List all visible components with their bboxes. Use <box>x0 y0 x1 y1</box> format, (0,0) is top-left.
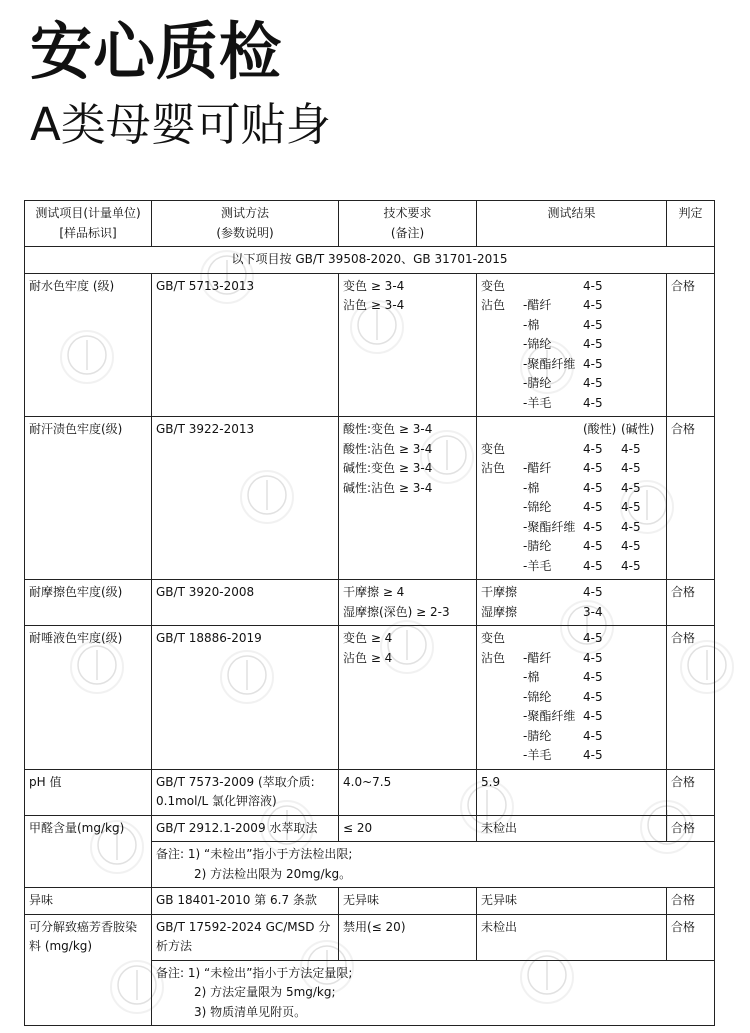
result-line <box>481 557 662 577</box>
note-line: 备注: 1) “未检出”指小于方法检出限; <box>156 847 353 861</box>
table-row <box>25 888 715 915</box>
requirement-cell: 禁用(≤ 20) <box>339 914 477 960</box>
test-method-cell: GB/T 5713-2013 <box>152 273 339 417</box>
test-item-cell: 耐摩擦色牢度(级) <box>25 580 152 626</box>
result-line <box>481 335 662 355</box>
result-value: 3-4 <box>583 604 603 619</box>
result-value: 4-5 <box>583 278 603 293</box>
table-row <box>25 626 715 770</box>
result-value: -腈纶 <box>523 539 552 553</box>
result-line <box>481 583 662 603</box>
result-value: 4-5 <box>583 337 603 351</box>
result-value: -腈纶 <box>523 728 552 743</box>
result-line <box>481 649 662 669</box>
requirement-cell <box>339 273 477 417</box>
result-line <box>481 440 662 460</box>
requirement-line: 沾色 ≥ 3-4 <box>343 298 405 312</box>
note-cell <box>152 960 715 1026</box>
test-method-cell: GB 18401-2010 第 6.7 条款 <box>152 888 339 915</box>
result-line <box>481 707 662 727</box>
result-value: -醋纤 <box>523 298 552 312</box>
verdict-cell: 合格 <box>667 417 715 580</box>
result-line <box>481 668 662 688</box>
method-line: 0.1mol/L 氯化钾溶液) <box>156 794 277 808</box>
table-header-row <box>25 201 715 247</box>
result-value: 4-5 <box>621 480 641 495</box>
verdict-cell: 合格 <box>667 914 715 960</box>
test-item-cell: 甲醛含量(mg/kg) <box>25 815 152 888</box>
result-line <box>481 316 662 336</box>
header-cell: 判定 <box>667 201 715 247</box>
result-value: 变色 <box>481 441 506 456</box>
requirement-line: 沾色 ≥ 4 <box>343 650 393 665</box>
result-line <box>481 688 662 708</box>
result-value: 4-5 <box>583 650 603 665</box>
result-value: 沾色 <box>481 298 506 312</box>
result-value: 4-5 <box>583 689 603 704</box>
requirement-line: 湿摩擦(深色) ≥ 2-3 <box>343 604 450 619</box>
test-item-cell: 异味 <box>25 888 152 915</box>
requirement-cell: ≤ 20 <box>339 815 477 842</box>
test-report-table <box>24 200 715 1026</box>
result-line <box>481 537 662 557</box>
verdict-cell: 合格 <box>667 273 715 417</box>
result-value: -羊毛 <box>523 395 552 410</box>
standard-text: 以下项目按 GB/T 39508-2020、GB 31701-2015 <box>25 247 715 274</box>
result-value: -锦纶 <box>523 337 552 351</box>
result-cell: 未检出 <box>477 914 667 960</box>
result-cell: 5.9 <box>477 769 667 815</box>
method-line: GB/T 17592-2024 GC/MSD 分 <box>156 919 331 934</box>
requirement-line: 变色 ≥ 4 <box>343 631 393 645</box>
verdict-cell: 合格 <box>667 815 715 842</box>
result-value: 4-5 <box>621 558 641 573</box>
item-line: 料 (mg/kg) <box>29 939 93 953</box>
result-line <box>481 374 662 394</box>
note-line: 2) 方法检出限为 20mg/kg。 <box>194 866 352 881</box>
result-cell: 无异味 <box>477 888 667 915</box>
test-method-cell: GB/T 3920-2008 <box>152 580 339 626</box>
result-value: 干摩擦 <box>481 585 518 599</box>
result-value: 4-5 <box>583 500 603 514</box>
result-value: 变色 <box>481 278 506 293</box>
result-value: 4-5 <box>583 395 603 410</box>
requirement-line: 变色 ≥ 3-4 <box>343 278 405 293</box>
requirement-cell <box>339 626 477 770</box>
result-value: 4-5 <box>621 500 641 514</box>
result-value: 4-5 <box>583 480 603 495</box>
result-value: -锦纶 <box>523 689 552 704</box>
result-value: 4-5 <box>583 441 603 456</box>
requirement-cell <box>339 417 477 580</box>
table-row <box>25 580 715 626</box>
standard-row <box>25 247 715 274</box>
result-line <box>481 355 662 375</box>
result-value: 4-5 <box>583 558 603 573</box>
header-cell: 测试方法 (参数说明) <box>152 201 339 247</box>
result-value: (酸性) <box>583 422 617 436</box>
result-line <box>481 629 662 649</box>
requirement-line: 干摩擦 ≥ 4 <box>343 585 405 599</box>
result-value: 4-5 <box>583 461 603 475</box>
method-line: 析方法 <box>156 939 193 953</box>
requirement-cell: 无异味 <box>339 888 477 915</box>
result-value: 4-5 <box>583 376 603 390</box>
test-method-cell: GB/T 3922-2013 <box>152 417 339 580</box>
table-row <box>25 769 715 815</box>
table-row <box>25 273 715 417</box>
result-value: 4-5 <box>583 709 603 723</box>
result-cell <box>477 580 667 626</box>
page-subtitle: A类母婴可贴身 <box>30 98 331 151</box>
result-value: -聚酯纤维 <box>523 519 576 534</box>
requirement-line: 碱性:沾色 ≥ 3-4 <box>343 480 433 495</box>
verdict-cell: 合格 <box>667 769 715 815</box>
result-value: -聚酯纤维 <box>523 356 576 371</box>
result-value: -醋纤 <box>523 461 552 475</box>
result-value: -棉 <box>523 670 540 684</box>
result-value: (碱性) <box>621 422 655 436</box>
result-value: 湿摩擦 <box>481 604 518 619</box>
result-value: 4-5 <box>583 670 603 684</box>
result-value: 4-5 <box>621 519 641 534</box>
result-value: -羊毛 <box>523 748 552 762</box>
result-value: 4-5 <box>583 748 603 762</box>
result-cell: 未检出 <box>477 815 667 842</box>
result-line <box>481 498 662 518</box>
result-value: -锦纶 <box>523 500 552 514</box>
note-line: 2) 方法定量限为 5mg/kg; <box>194 985 336 999</box>
result-value: 4-5 <box>583 585 603 599</box>
result-value: 4-5 <box>583 631 603 645</box>
note-cell <box>152 842 715 888</box>
result-cell <box>477 626 667 770</box>
result-value: -棉 <box>523 480 540 495</box>
verdict-cell: 合格 <box>667 580 715 626</box>
result-value: 4-5 <box>583 539 603 553</box>
test-method-cell: GB/T 2912.1-2009 水萃取法 <box>152 815 339 842</box>
result-line <box>481 394 662 414</box>
result-value: 4-5 <box>583 298 603 312</box>
result-line <box>481 459 662 479</box>
result-value: 4-5 <box>621 539 641 553</box>
result-value: 4-5 <box>583 519 603 534</box>
result-line <box>481 296 662 316</box>
result-value: 4-5 <box>621 441 641 456</box>
item-line: 可分解致癌芳香胺染 <box>29 919 138 934</box>
result-value: 变色 <box>481 631 506 645</box>
header-cell: 测试项目(计量单位) [样品标识] <box>25 201 152 247</box>
test-item-cell: 耐唾液色牢度(级) <box>25 626 152 770</box>
result-value: -醋纤 <box>523 650 552 665</box>
result-line <box>481 479 662 499</box>
verdict-cell: 合格 <box>667 888 715 915</box>
result-line <box>481 277 662 297</box>
requirement-line: 酸性:变色 ≥ 3-4 <box>343 422 433 436</box>
result-line <box>481 603 662 623</box>
requirement-cell: 4.0~7.5 <box>339 769 477 815</box>
test-item-cell: 耐水色牢度 (级) <box>25 273 152 417</box>
test-item-cell: 耐汗渍色牢度(级) <box>25 417 152 580</box>
result-value: 4-5 <box>583 356 603 371</box>
result-value: -棉 <box>523 317 540 332</box>
requirement-cell <box>339 580 477 626</box>
table-row <box>25 914 715 960</box>
note-line: 3) 物质清单见附页。 <box>194 1004 307 1019</box>
result-cell <box>477 417 667 580</box>
result-value: 4-5 <box>583 728 603 743</box>
table-row <box>25 815 715 842</box>
test-method-cell <box>152 769 339 815</box>
table-row <box>25 417 715 580</box>
note-line: 备注: 1) “未检出”指小于方法定量限; <box>156 965 353 980</box>
test-method-cell <box>152 914 339 960</box>
result-value: -羊毛 <box>523 558 552 573</box>
result-value: 4-5 <box>583 317 603 332</box>
result-value: 4-5 <box>621 461 641 475</box>
test-item-cell: pH 值 <box>25 769 152 815</box>
result-line <box>481 727 662 747</box>
result-cell <box>477 273 667 417</box>
requirement-line: 酸性:沾色 ≥ 3-4 <box>343 441 433 456</box>
result-line <box>481 420 662 440</box>
result-line <box>481 746 662 766</box>
test-item-cell <box>25 914 152 1026</box>
requirement-line: 碱性:变色 ≥ 3-4 <box>343 461 433 475</box>
result-value: -腈纶 <box>523 376 552 390</box>
page-title: 安心质检 <box>30 15 283 88</box>
test-method-cell: GB/T 18886-2019 <box>152 626 339 770</box>
result-value: -聚酯纤维 <box>523 709 576 723</box>
header-cell: 技术要求 (备注) <box>339 201 477 247</box>
result-value: 沾色 <box>481 650 506 665</box>
result-line <box>481 518 662 538</box>
verdict-cell: 合格 <box>667 626 715 770</box>
method-line: GB/T 7573-2009 (萃取介质: <box>156 774 315 789</box>
result-value: 沾色 <box>481 461 506 475</box>
header-cell: 测试结果 <box>477 201 667 247</box>
